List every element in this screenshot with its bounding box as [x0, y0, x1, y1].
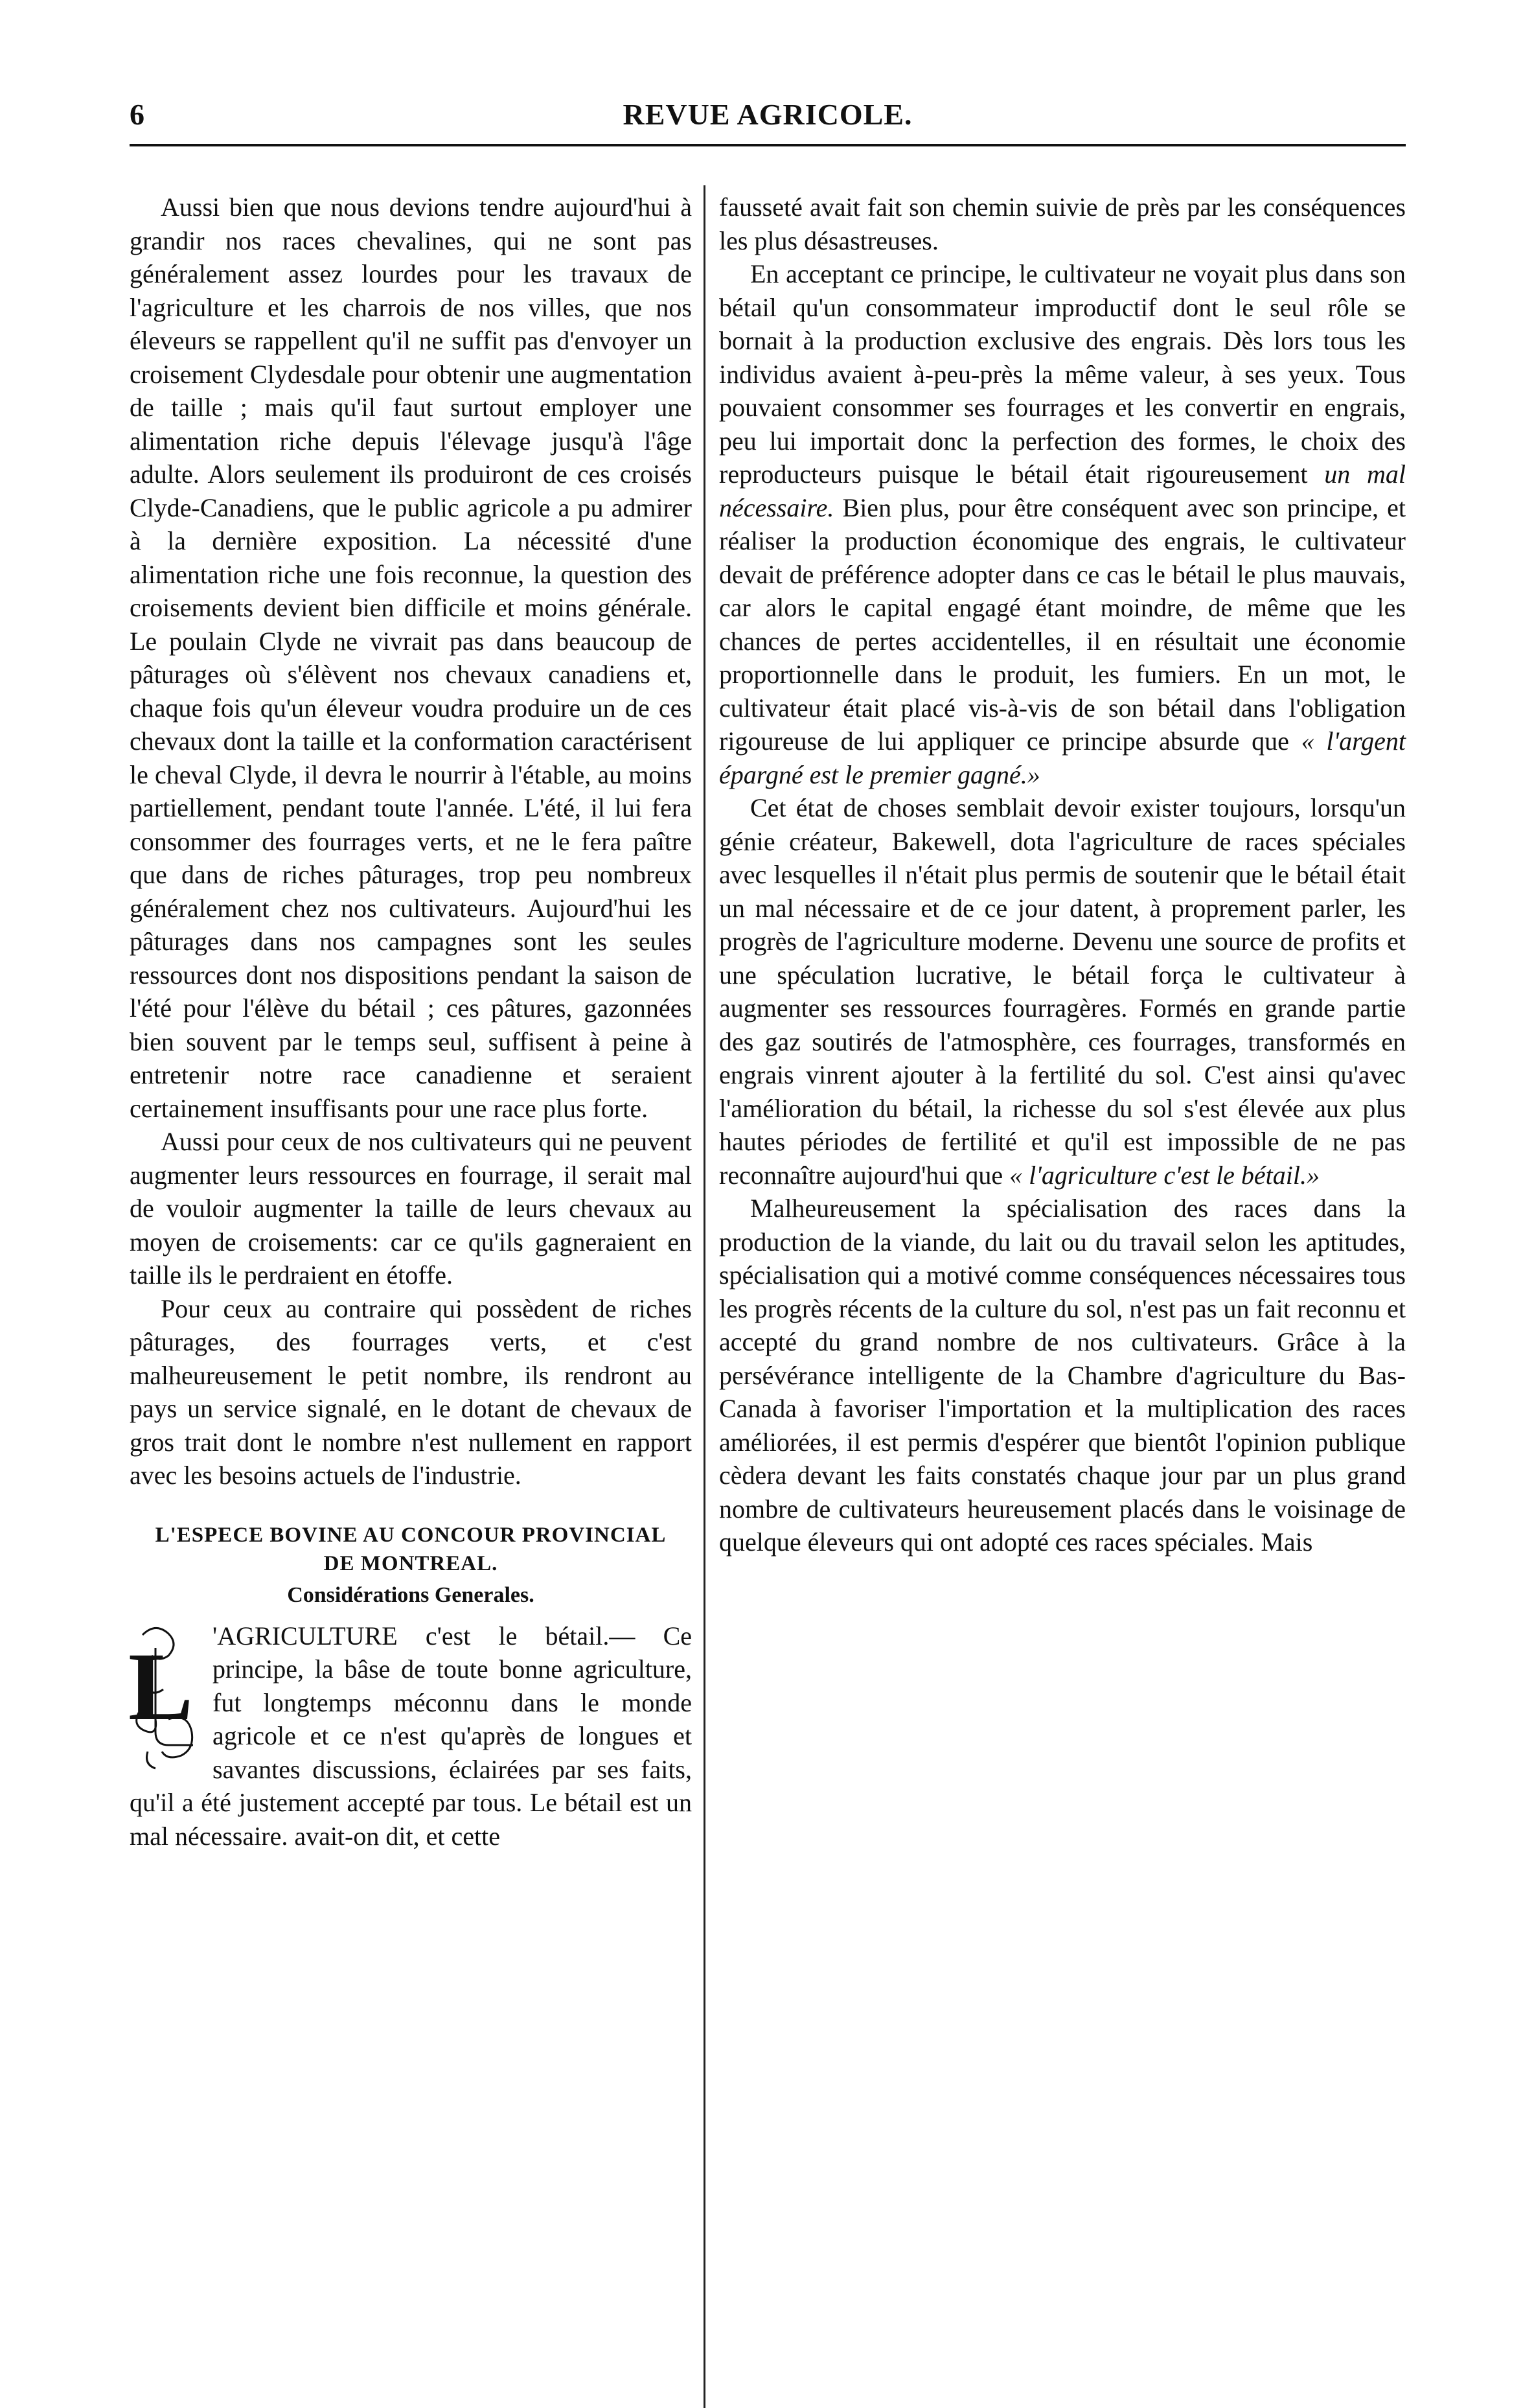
page-header — [130, 97, 1406, 136]
ornamental-initial-icon — [130, 1622, 200, 1772]
left-column — [130, 191, 692, 1853]
page-number: 6 — [130, 98, 144, 131]
dropcap-lead: 'AGRICULTURE c'est le bétail.— — [212, 1621, 635, 1650]
section-title-line: L'ESPECE BOVINE AU CONCOUR PROVINCIAL — [155, 1523, 667, 1547]
section-subtitle: Considérations Generales. — [287, 1582, 534, 1607]
paragraph-text: En acceptant ce principe, le cultivateur ne voyait plus dans son bétail qu'un consommateur improductif dont le seul rôle se bornait à la production exclusive des engrais. Dès lors tous les individus avaient à-peu-près la même valeur, à ses yeux. Tous pouvaient consommer ses fourrages et les convertir en engrais, peu lui importait donc la perfection des formes, le choix des reproducteurs puisque le bétail était rigoureusement — [719, 259, 1406, 489]
paragraph — [719, 791, 1406, 1192]
right-column — [719, 191, 1406, 1559]
section-title-line: DE MONTREAL. — [323, 1551, 498, 1575]
italic-quote: « l'argent épargné est le premier gagné.» — [719, 726, 1406, 789]
paragraph-text: Cet état de choses semblait devoir exister toujours, lorsqu'un génie créateur, Bakewell, dota l'agriculture de races spéciales avec lesquelles il n'était plus permis de soutenir que le bétail était un mal nécessaire et de ce jour datent, à proprement parler, les progrès de l'agriculture moderne. Devenu une source de profits et une spéculation lucrative, le bétail força le cultivateur à augmenter ses ressources fourragères. Formés en grande partie des gaz soutirés de l'atmosphère, ces fourrages, transformés en engrais vinrent ajouter à la fertilité du sol. C'est ainsi qu'avec l'amélioration du bétail, la richesse du sol s'est élevée aux plus hautes périodes de fertilité et qu'il est impossible de ne pas reconnaître aujourd'hui que — [719, 793, 1406, 1190]
dropcap-letter: L — [130, 1632, 194, 1741]
paragraph-text: Bien plus, pour être conséquent avec son principe, et réaliser la production économique des engrais, le cultivateur devait de préférence adopter dans ce cas le bétail le plus mauvais, car alors le capital engagé étant moindre, de même que les chances de pertes accidentelles, il en résultait une économie proportionnelle dans le produit, les fumiers. En un mot, le cultivateur était placé vis-à-vis de son bétail dans l'obligation rigoureuse de lui appliquer ce principe absurde que — [719, 492, 1406, 756]
paragraph: Aussi pour ceux de nos cultivateurs qui ne peuvent augmenter leurs ressources en fourrage, il serait mal de vouloir augmenter la taille de leurs chevaux au moyen de croisements: car ce qu'ils gagneraient en taille ils le perdraient en étoffe. — [130, 1127, 692, 1290]
paragraph: Pour ceux au contraire qui possèdent de riches pâturages, des fourrages verts, et c'est malheureusement le petit nombre, ils rendront au pays un service signalé, en le dotant de chevaux de gros trait dont le nombre n'est nullement en rapport avec les besoins actuels de l'industrie. — [130, 1293, 692, 1490]
paragraph: Aussi bien que nous devions tendre aujourd'hui à grandir nos races chevalines, qui ne sont pas généralement assez lourdes pour les travaux de l'agriculture et les charrois de nos villes, que nos éleveurs se rappellent qu'il ne suffit pas d'envoyer un croisement Clydesdale pour obtenir une augmentation de taille ; mais qu'il faut surtout employer une alimentation riche depuis l'élevage jusqu'à l'âge adulte. Alors seulement ils produiront de ces croisés Clyde-Canadiens, que le public agricole a pu admirer à la dernière exposition. La nécessité d'une alimentation riche une fois reconnue, la question des croisements devient bien difficile et moins générale. Le poulain Clyde ne vivrait pas dans beaucoup de pâturages où s'élèvent nos chevaux canadiens et, chaque fois qu'un éleveur voudra produire un de ces chevaux dont la taille et la conformation caractérisent le cheval Clyde, il devra le nourrir à l'étable, au moins partiellement, pendant toute l'année. L'été, il lui fera consommer des fourrages verts, et ne le fera paître que dans de riches pâturages, trop peu nombreux généralement chez nos cultivateurs. Aujourd'hui les pâturages dans nos campagnes sont les seules ressources dont nos dispositions pendant la saison de l'été pour l'élève du bétail ; ces pâtures, gazonnées bien souvent par le temps seul, suffisent à peine à entretenir notre race canadienne et seraient certainement insuffisants pour une race plus forte. — [130, 192, 692, 1123]
italic-phrase: un mal nécessaire. — [719, 459, 1406, 522]
paragraph: fausseté avait fait son chemin suivie de près par les conséquences les plus désastreuses. — [719, 192, 1406, 255]
running-title: REVUE AGRICOLE. — [623, 98, 913, 131]
paragraph-text: Ce principe, la bâse de toute bonne agriculture, fut longtemps méconnu dans le monde agricole et ce n'est qu'après de longues et savantes discussions, éclairées par ses faits, qu'il a été justement accepté par tous. Le bétail est un mal nécessaire. avait-on dit, et cette — [130, 1621, 693, 1851]
italic-quote: « l'agriculture c'est le bétail.» — [1009, 1160, 1320, 1190]
section-title — [130, 1521, 692, 1578]
paragraph — [719, 257, 1406, 791]
column-divider — [704, 185, 705, 2408]
paragraph: Malheureusement la spécialisation des races dans la production de la viande, du lait ou du travail selon les aptitudes, spécialisation qui a motivé comme conséquences nécessaires tous les progrès récents de la culture du sol, n'est pas un fait reconnu et accepté du grand nombre de nos cultivateurs. Grâce à la persévérance intelligente de la Chambre d'agriculture du Bas-Canada à favoriser l'importation et la multiplication des races améliorées, il est permis d'espérer que bientôt l'opinion publique cèdera devant les faits constatés chaque jour par un plus grand nombre de cultivateurs heureusement placés dans le voisinage de quelque éleveurs qui ont adopté ces races spéciales. Mais — [719, 1194, 1406, 1557]
dropcap-paragraph — [130, 1619, 692, 1853]
header-rule — [130, 144, 1406, 146]
